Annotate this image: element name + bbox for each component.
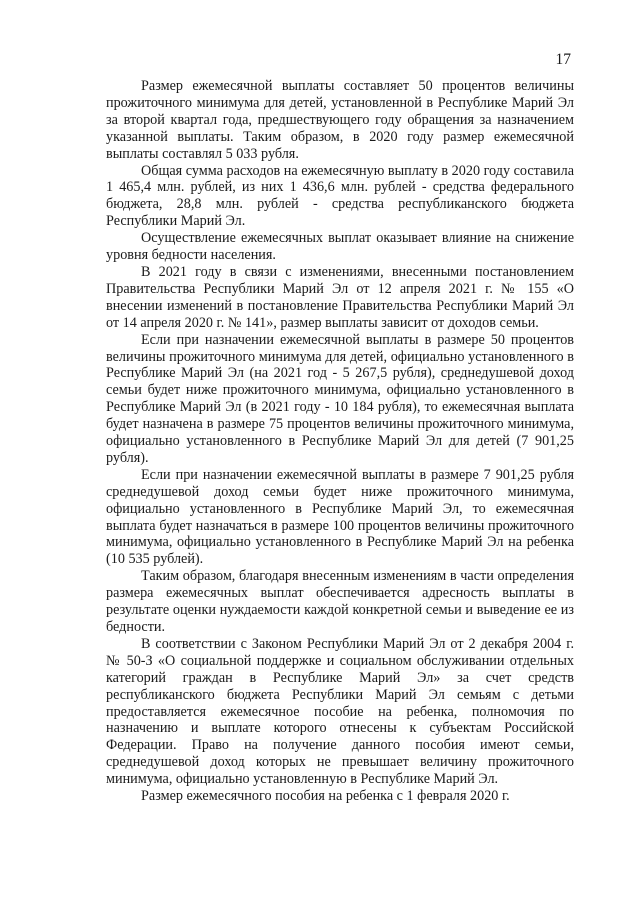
paragraph: Общая сумма расходов на ежемесячную выплату в 2020 году составила 1 465,4 млн. рублей, из них 1 436,6 млн. рублей - средства федерального бюджета, 28,8 млн. рублей - средства республиканского бюджета Республики Марий Эл. [106, 162, 574, 230]
paragraph: В 2021 году в связи с изменениями, внесенными постановлением Правительства Республики Марий Эл от 12 апреля 2021 г. № 155 «О внесении изменений в постановление Правительства Республики Марий Эл от 14 апреля 2020 г. № 141», размер выплаты зависит от доходов семьи. [106, 263, 574, 331]
paragraph: Если при назначении ежемесячной выплаты в размере 50 процентов величины прожиточного минимума для детей, официально установленного в Республике Марий Эл (на 2021 год - 5 267,5 рубля), среднедушевой доход семьи будет ниже прожиточного минимума, официально установленного в Республике Марий Эл (в 2021 году - 10 184 рубля), то ежемесячная выплата будет назначена в размере 75 процентов величины прожиточного минимума, официально установленного в Республике Марий Эл для детей (7 901,25 рубля). [106, 331, 574, 466]
paragraph: Размер ежемесячного пособия на ребенка с 1 февраля 2020 г. [141, 788, 510, 805]
paragraph: Если при назначении ежемесячной выплаты в размере 7 901,25 рубля среднедушевой доход семьи будет ниже прожиточного минимума, официально установленного в Республике Марий Эл, то ежемесячная выплата будет назначаться в размере 100 процентов величины прожиточного минимума, официально установленного в Республике Марий Эл на ребенка (10 535 рублей). [106, 466, 574, 568]
body-text [106, 78, 574, 805]
paragraph: Таким образом, благодаря внесенным изменениям в части определения размера ежемесячных выплат обеспечивается адресность выплаты в результате оценки нуждаемости каждой конкретной семьи и выведение ее из бедности. [106, 568, 574, 635]
page-number: 17 [555, 51, 571, 68]
paragraph: Размер ежемесячной выплаты составляет 50 процентов величины прожиточного минимума для детей, установленной в Республике Марий Эл за второй квартал года, предшествующего году обращения за назначением указанной выплаты. Таким образом, в 2020 году размер ежемесячной выплаты составлял 5 033 рубля. [106, 78, 574, 162]
paragraph: В соответствии с Законом Республики Марий Эл от 2 декабря 2004 г. № 50-З «О социальной поддержке и социальном обслуживании отдельных категорий граждан в Республике Марий Эл» за счет средств республиканского бюджета Республики Марий Эл семьям с детьми предоставляется ежемесячное пособие на ребенка, полномочия по назначению и выплате которого отнесены к субъектам Российской Федерации. Право на получение данного пособия имеют семьи, среднедушевой доход которых не превышает величину прожиточного минимума, официально установленную в Республике Марий Эл. [106, 635, 574, 788]
paragraph: Осуществление ежемесячных выплат оказывает влияние на снижение уровня бедности населения. [106, 230, 574, 264]
